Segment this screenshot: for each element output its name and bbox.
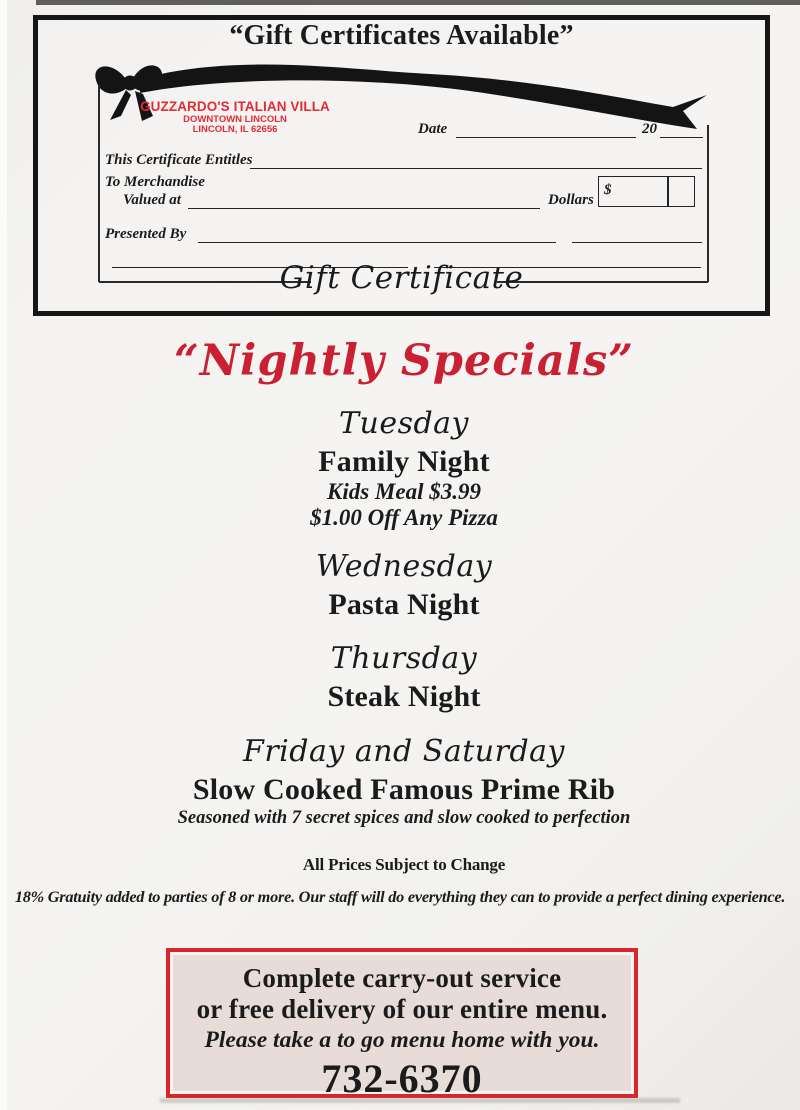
entitles-blank-line <box>250 167 702 169</box>
business-identity <box>130 99 340 136</box>
certificate-border-left <box>98 85 100 282</box>
special-day: Thursday <box>330 641 478 676</box>
presented-blank-line <box>198 241 556 243</box>
special-friday-saturday <box>0 734 800 829</box>
special-wednesday <box>0 549 800 622</box>
dollar-amount-box <box>598 176 695 207</box>
carryout-phone: 732-6370 <box>321 1056 483 1101</box>
box-shadow-artifact <box>160 1098 680 1103</box>
carryout-line1: Complete carry-out service <box>242 963 562 993</box>
carryout-line3: Please take a to go menu home with you. <box>204 1027 600 1053</box>
special-day: Friday and Saturday <box>243 734 565 769</box>
special-detail: Seasoned with 7 secret spices and slow cooked to perfection <box>177 808 631 828</box>
gift-certificates-banner: “Gift Certificates Available” <box>229 20 574 51</box>
special-day: Tuesday <box>338 406 470 441</box>
dollar-sign: $ <box>604 182 612 198</box>
valued-label: Valued at <box>123 192 181 208</box>
special-title: Steak Night <box>327 680 481 713</box>
dollars-label: Dollars <box>548 192 594 208</box>
merchandise-label: To Merchandise <box>105 174 205 190</box>
gratuity-note: 18% Gratuity added to parties of 8 or more. Our staff will do everything they can to provide a perfect dining experience. <box>14 887 786 906</box>
business-address-line2: LINCOLN, IL 62656 <box>192 124 278 136</box>
dollar-box-divider <box>667 177 669 206</box>
presented-by-label: Presented By <box>105 226 187 242</box>
entitles-label: This Certificate Entitles <box>105 152 253 168</box>
special-tuesday <box>0 406 800 532</box>
date-label: Date <box>418 121 448 137</box>
business-name: GUZZARDO'S ITALIAN VILLA <box>140 99 330 114</box>
prices-note: All Prices Subject to Change <box>302 855 506 874</box>
scan-edge-top <box>36 0 800 5</box>
special-detail: $1.00 Off Any Pizza <box>310 505 498 531</box>
special-title: Pasta Night <box>328 588 480 621</box>
special-title: Slow Cooked Famous Prime Rib <box>192 773 616 806</box>
certificate-border-right <box>707 125 709 282</box>
carryout-box <box>166 948 638 1101</box>
year-blank-line <box>660 136 703 138</box>
carryout-line2: or free delivery of our entire menu. <box>196 994 608 1024</box>
special-day: Wednesday <box>315 549 493 584</box>
business-address-line1: DOWNTOWN LINCOLN <box>183 113 287 125</box>
special-thursday <box>0 641 800 714</box>
date-blank-line <box>456 136 636 138</box>
presented-blank-line-2 <box>572 241 702 243</box>
year-prefix: 20 <box>642 121 657 137</box>
nightly-specials-title: “Nightly Specials” <box>174 336 634 386</box>
special-title: Family Night <box>318 445 490 478</box>
special-detail: Kids Meal $3.99 <box>327 479 481 504</box>
valued-blank-line <box>188 207 540 209</box>
gift-certificate-script-title: Gift Certificate <box>279 260 524 296</box>
